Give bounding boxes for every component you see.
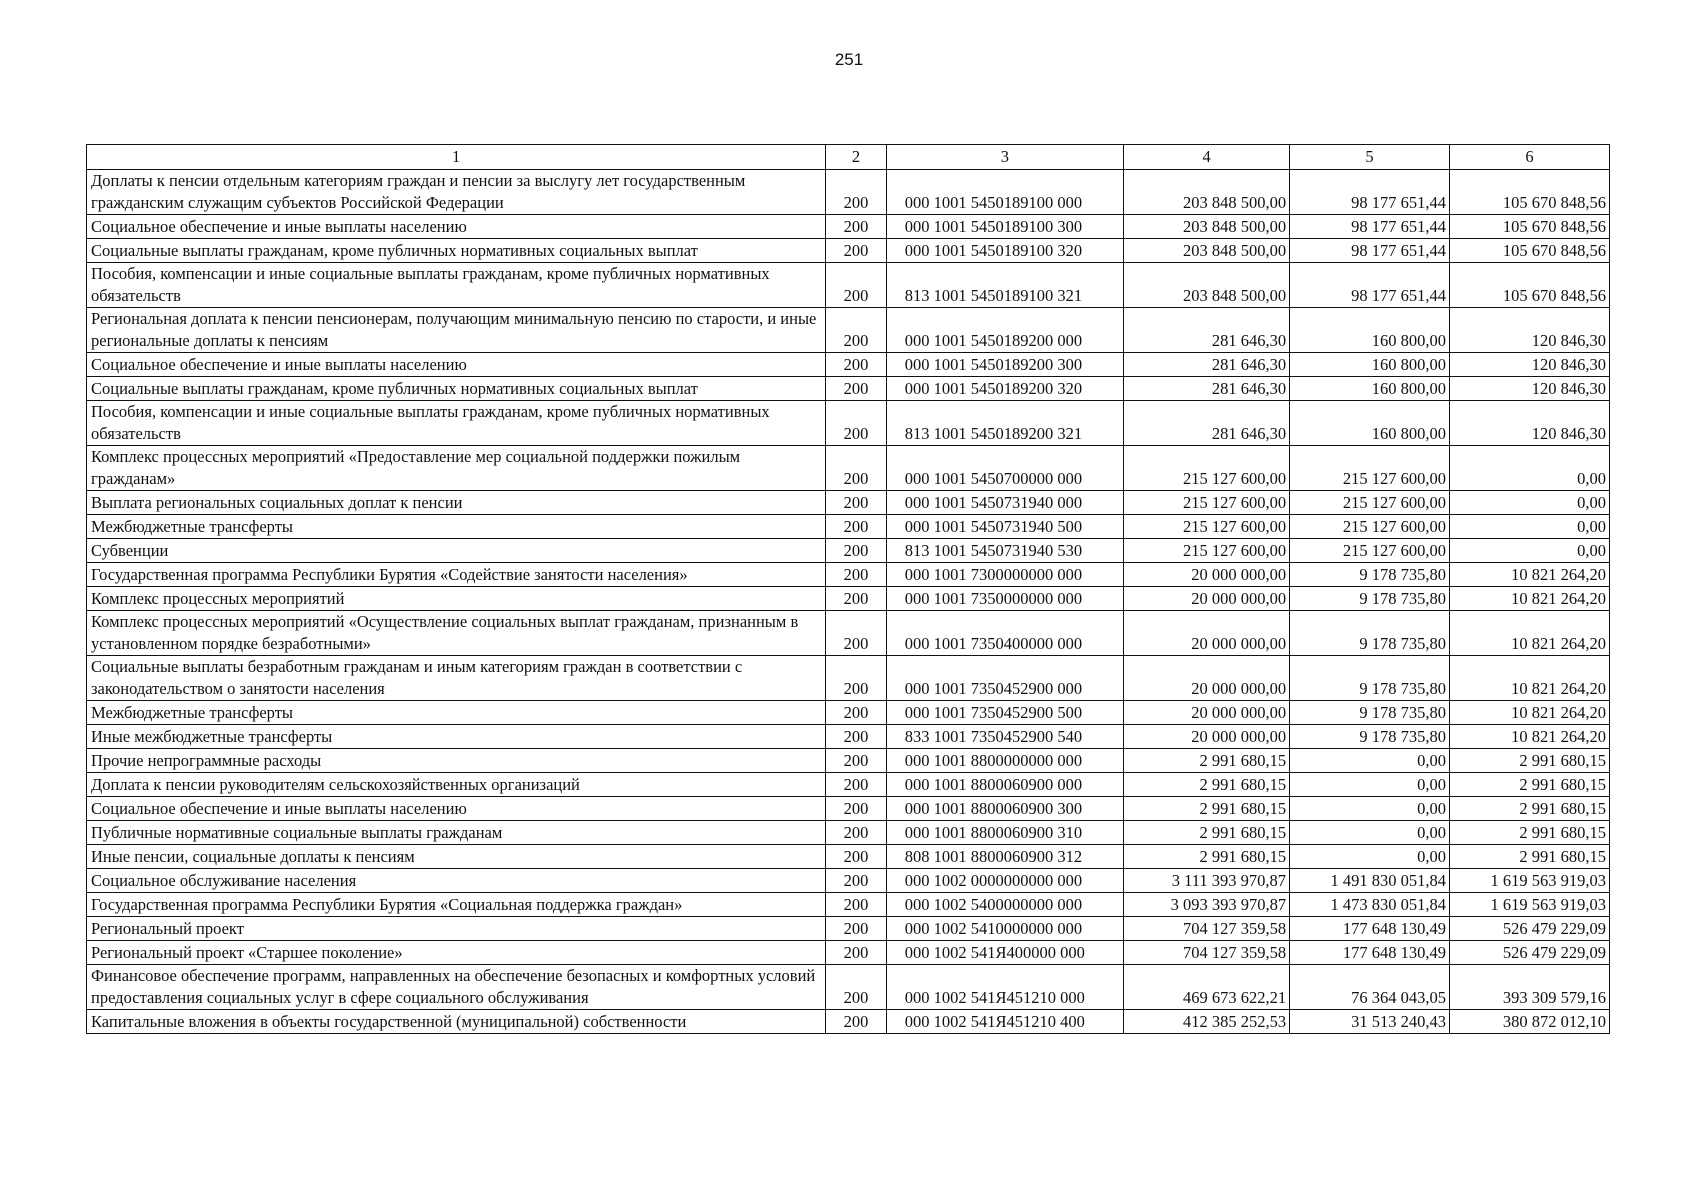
row-name-cell: Пособия, компенсации и иные социальные выплаты гражданам, кроме публичных нормативных обязательств [87,401,826,446]
row-code-cell: 200 [826,797,886,821]
row-code-cell: 200 [826,725,886,749]
table-row [87,215,1610,239]
row-executed-cell: 160 800,00 [1290,308,1450,353]
row-name-cell: Выплата региональных социальных доплат к пенсии [87,491,826,515]
row-name-cell: Социальное обеспечение и иные выплаты населению [87,353,826,377]
row-name-cell: Комплекс процессных мероприятий «Осуществление социальных выплат гражданам, признанным в установленном порядке безработными» [87,611,826,656]
row-approved-cell: 20 000 000,00 [1124,563,1290,587]
row-remaining-cell: 10 821 264,20 [1450,611,1610,656]
row-approved-cell: 203 848 500,00 [1124,170,1290,215]
row-code-cell: 200 [826,821,886,845]
row-classification-cell: 000 1001 7350000000 000 [886,587,1123,611]
row-executed-cell: 0,00 [1290,797,1450,821]
row-name-cell: Региональный проект «Старшее поколение» [87,941,826,965]
table-row [87,656,1610,701]
row-name-cell: Комплекс процессных мероприятий [87,587,826,611]
row-approved-cell: 215 127 600,00 [1124,515,1290,539]
row-classification-cell: 000 1001 5450700000 000 [886,446,1123,491]
row-classification-cell: 000 1001 8800060900 000 [886,773,1123,797]
row-approved-cell: 281 646,30 [1124,308,1290,353]
row-classification-cell: 000 1002 5400000000 000 [886,893,1123,917]
row-executed-cell: 9 178 735,80 [1290,656,1450,701]
table-row [87,917,1610,941]
row-remaining-cell: 1 619 563 919,03 [1450,869,1610,893]
row-executed-cell: 76 364 043,05 [1290,965,1450,1010]
row-name-cell: Субвенции [87,539,826,563]
row-code-cell: 200 [826,539,886,563]
row-code-cell: 200 [826,656,886,701]
row-code-cell: 200 [826,893,886,917]
row-approved-cell: 20 000 000,00 [1124,725,1290,749]
table-row [87,821,1610,845]
row-approved-cell: 2 991 680,15 [1124,773,1290,797]
row-approved-cell: 215 127 600,00 [1124,539,1290,563]
row-name-cell: Публичные нормативные социальные выплаты гражданам [87,821,826,845]
row-classification-cell: 000 1001 5450189100 320 [886,239,1123,263]
row-approved-cell: 20 000 000,00 [1124,587,1290,611]
row-classification-cell: 000 1001 7300000000 000 [886,563,1123,587]
table-row [87,491,1610,515]
row-executed-cell: 98 177 651,44 [1290,263,1450,308]
row-executed-cell: 31 513 240,43 [1290,1010,1450,1034]
row-approved-cell: 412 385 252,53 [1124,1010,1290,1034]
row-approved-cell: 2 991 680,15 [1124,845,1290,869]
row-remaining-cell: 105 670 848,56 [1450,215,1610,239]
row-name-cell: Иные межбюджетные трансферты [87,725,826,749]
row-executed-cell: 160 800,00 [1290,377,1450,401]
row-executed-cell: 9 178 735,80 [1290,563,1450,587]
row-classification-cell: 000 1001 8800060900 300 [886,797,1123,821]
table-row [87,797,1610,821]
row-classification-cell: 000 1001 5450731940 500 [886,515,1123,539]
row-remaining-cell: 105 670 848,56 [1450,239,1610,263]
row-code-cell: 200 [826,377,886,401]
column-header: 3 [886,145,1123,170]
row-classification-cell: 000 1001 5450189100 000 [886,170,1123,215]
table-row [87,263,1610,308]
row-classification-cell: 000 1002 5410000000 000 [886,917,1123,941]
row-classification-cell: 000 1001 5450189200 320 [886,377,1123,401]
row-remaining-cell: 0,00 [1450,491,1610,515]
table-row [87,446,1610,491]
row-remaining-cell: 10 821 264,20 [1450,587,1610,611]
column-header: 1 [87,145,826,170]
row-remaining-cell: 10 821 264,20 [1450,656,1610,701]
row-classification-cell: 813 1001 5450189100 321 [886,263,1123,308]
row-remaining-cell: 2 991 680,15 [1450,821,1610,845]
row-remaining-cell: 105 670 848,56 [1450,263,1610,308]
row-remaining-cell: 120 846,30 [1450,308,1610,353]
table-row [87,239,1610,263]
row-approved-cell: 704 127 359,58 [1124,917,1290,941]
row-name-cell: Государственная программа Республики Бурятия «Содействие занятости населения» [87,563,826,587]
row-classification-cell: 000 1001 7350400000 000 [886,611,1123,656]
row-name-cell: Социальные выплаты гражданам, кроме публичных нормативных социальных выплат [87,239,826,263]
row-code-cell: 200 [826,917,886,941]
row-executed-cell: 1 491 830 051,84 [1290,869,1450,893]
row-name-cell: Социальные выплаты гражданам, кроме публичных нормативных социальных выплат [87,377,826,401]
row-remaining-cell: 0,00 [1450,515,1610,539]
row-approved-cell: 215 127 600,00 [1124,446,1290,491]
row-executed-cell: 9 178 735,80 [1290,725,1450,749]
row-code-cell: 200 [826,941,886,965]
table-row [87,401,1610,446]
table-row [87,353,1610,377]
row-name-cell: Доплаты к пенсии отдельным категориям граждан и пенсии за выслугу лет государственным гражданским служащим субъектов Российской Федерации [87,170,826,215]
row-classification-cell: 833 1001 7350452900 540 [886,725,1123,749]
row-name-cell: Социальное обслуживание населения [87,869,826,893]
table-row [87,611,1610,656]
row-remaining-cell: 10 821 264,20 [1450,701,1610,725]
row-executed-cell: 177 648 130,49 [1290,917,1450,941]
row-remaining-cell: 2 991 680,15 [1450,749,1610,773]
row-classification-cell: 808 1001 8800060900 312 [886,845,1123,869]
row-remaining-cell: 380 872 012,10 [1450,1010,1610,1034]
row-code-cell: 200 [826,263,886,308]
row-remaining-cell: 2 991 680,15 [1450,845,1610,869]
row-remaining-cell: 393 309 579,16 [1450,965,1610,1010]
row-classification-cell: 000 1001 5450731940 000 [886,491,1123,515]
row-approved-cell: 281 646,30 [1124,353,1290,377]
row-remaining-cell: 2 991 680,15 [1450,773,1610,797]
row-classification-cell: 813 1001 5450731940 530 [886,539,1123,563]
row-executed-cell: 1 473 830 051,84 [1290,893,1450,917]
table-row [87,941,1610,965]
row-remaining-cell: 2 991 680,15 [1450,797,1610,821]
row-name-cell: Капитальные вложения в объекты государственной (муниципальной) собственности [87,1010,826,1034]
row-name-cell: Финансовое обеспечение программ, направленных на обеспечение безопасных и комфортных условий предоставления социальных услуг в сфере социального обслуживания [87,965,826,1010]
row-approved-cell: 281 646,30 [1124,377,1290,401]
row-executed-cell: 9 178 735,80 [1290,611,1450,656]
table-row [87,773,1610,797]
row-approved-cell: 469 673 622,21 [1124,965,1290,1010]
row-name-cell: Государственная программа Республики Бурятия «Социальная поддержка граждан» [87,893,826,917]
row-remaining-cell: 120 846,30 [1450,353,1610,377]
row-code-cell: 200 [826,869,886,893]
row-executed-cell: 0,00 [1290,845,1450,869]
row-approved-cell: 2 991 680,15 [1124,821,1290,845]
row-executed-cell: 0,00 [1290,821,1450,845]
row-code-cell: 200 [826,491,886,515]
table-row [87,725,1610,749]
row-executed-cell: 215 127 600,00 [1290,446,1450,491]
row-remaining-cell: 10 821 264,20 [1450,725,1610,749]
row-name-cell: Пособия, компенсации и иные социальные выплаты гражданам, кроме публичных нормативных обязательств [87,263,826,308]
row-classification-cell: 000 1001 7350452900 000 [886,656,1123,701]
row-remaining-cell: 1 619 563 919,03 [1450,893,1610,917]
row-code-cell: 200 [826,587,886,611]
table-row [87,587,1610,611]
row-approved-cell: 20 000 000,00 [1124,656,1290,701]
row-classification-cell: 000 1002 541Я451210 000 [886,965,1123,1010]
row-code-cell: 200 [826,611,886,656]
row-classification-cell: 813 1001 5450189200 321 [886,401,1123,446]
table-row [87,563,1610,587]
table-row [87,377,1610,401]
table-body [87,170,1610,1034]
row-classification-cell: 000 1001 7350452900 500 [886,701,1123,725]
row-remaining-cell: 105 670 848,56 [1450,170,1610,215]
row-approved-cell: 215 127 600,00 [1124,491,1290,515]
row-classification-cell: 000 1001 5450189200 000 [886,308,1123,353]
row-name-cell: Социальное обеспечение и иные выплаты населению [87,797,826,821]
row-executed-cell: 98 177 651,44 [1290,239,1450,263]
row-name-cell: Межбюджетные трансферты [87,701,826,725]
row-code-cell: 200 [826,701,886,725]
row-remaining-cell: 120 846,30 [1450,401,1610,446]
row-remaining-cell: 0,00 [1450,446,1610,491]
row-name-cell: Социальные выплаты безработным гражданам и иным категориям граждан в соответствии с законодательством о занятости населения [87,656,826,701]
row-executed-cell: 0,00 [1290,749,1450,773]
table-row [87,893,1610,917]
column-header: 5 [1290,145,1450,170]
row-approved-cell: 704 127 359,58 [1124,941,1290,965]
row-executed-cell: 215 127 600,00 [1290,515,1450,539]
table-row [87,749,1610,773]
row-code-cell: 200 [826,239,886,263]
table-header-row [87,145,1610,170]
row-code-cell: 200 [826,170,886,215]
budget-table [86,144,1610,1034]
row-approved-cell: 3 111 393 970,87 [1124,869,1290,893]
row-approved-cell: 20 000 000,00 [1124,611,1290,656]
row-executed-cell: 9 178 735,80 [1290,701,1450,725]
row-approved-cell: 203 848 500,00 [1124,239,1290,263]
row-remaining-cell: 526 479 229,09 [1450,917,1610,941]
table-row [87,170,1610,215]
row-approved-cell: 2 991 680,15 [1124,797,1290,821]
row-remaining-cell: 526 479 229,09 [1450,941,1610,965]
row-approved-cell: 20 000 000,00 [1124,701,1290,725]
row-code-cell: 200 [826,515,886,539]
row-name-cell: Региональный проект [87,917,826,941]
column-header: 6 [1450,145,1610,170]
table-row [87,701,1610,725]
column-header: 2 [826,145,886,170]
row-executed-cell: 98 177 651,44 [1290,215,1450,239]
row-approved-cell: 281 646,30 [1124,401,1290,446]
row-remaining-cell: 120 846,30 [1450,377,1610,401]
row-executed-cell: 215 127 600,00 [1290,539,1450,563]
row-code-cell: 200 [826,965,886,1010]
page-number: 251 [834,50,864,69]
row-remaining-cell: 10 821 264,20 [1450,563,1610,587]
row-name-cell: Комплекс процессных мероприятий «Предоставление мер социальной поддержки пожилым гражданам» [87,446,826,491]
row-executed-cell: 177 648 130,49 [1290,941,1450,965]
row-approved-cell: 203 848 500,00 [1124,215,1290,239]
row-name-cell: Межбюджетные трансферты [87,515,826,539]
row-classification-cell: 000 1002 541Я451210 400 [886,1010,1123,1034]
row-classification-cell: 000 1002 0000000000 000 [886,869,1123,893]
row-executed-cell: 9 178 735,80 [1290,587,1450,611]
row-code-cell: 200 [826,215,886,239]
table-row [87,1010,1610,1034]
row-code-cell: 200 [826,773,886,797]
row-name-cell: Региональная доплата к пенсии пенсионерам, получающим минимальную пенсию по старости, и иные региональные доплаты к пенсиям [87,308,826,353]
row-approved-cell: 3 093 393 970,87 [1124,893,1290,917]
row-classification-cell: 000 1001 5450189100 300 [886,215,1123,239]
row-executed-cell: 160 800,00 [1290,353,1450,377]
row-name-cell: Иные пенсии, социальные доплаты к пенсиям [87,845,826,869]
row-code-cell: 200 [826,446,886,491]
row-code-cell: 200 [826,1010,886,1034]
row-executed-cell: 215 127 600,00 [1290,491,1450,515]
table-row [87,845,1610,869]
row-classification-cell: 000 1002 541Я400000 000 [886,941,1123,965]
row-code-cell: 200 [826,401,886,446]
row-code-cell: 200 [826,749,886,773]
table-row [87,965,1610,1010]
row-approved-cell: 203 848 500,00 [1124,263,1290,308]
table-row [87,515,1610,539]
row-executed-cell: 0,00 [1290,773,1450,797]
row-executed-cell: 160 800,00 [1290,401,1450,446]
row-name-cell: Социальное обеспечение и иные выплаты населению [87,215,826,239]
table-row [87,308,1610,353]
row-code-cell: 200 [826,845,886,869]
row-code-cell: 200 [826,353,886,377]
row-remaining-cell: 0,00 [1450,539,1610,563]
row-classification-cell: 000 1001 8800000000 000 [886,749,1123,773]
row-classification-cell: 000 1001 5450189200 300 [886,353,1123,377]
row-classification-cell: 000 1001 8800060900 310 [886,821,1123,845]
table-row [87,539,1610,563]
row-name-cell: Доплата к пенсии руководителям сельскохозяйственных организаций [87,773,826,797]
row-executed-cell: 98 177 651,44 [1290,170,1450,215]
row-name-cell: Прочие непрограммные расходы [87,749,826,773]
table-row [87,869,1610,893]
row-approved-cell: 2 991 680,15 [1124,749,1290,773]
column-header: 4 [1124,145,1290,170]
row-code-cell: 200 [826,563,886,587]
row-code-cell: 200 [826,308,886,353]
